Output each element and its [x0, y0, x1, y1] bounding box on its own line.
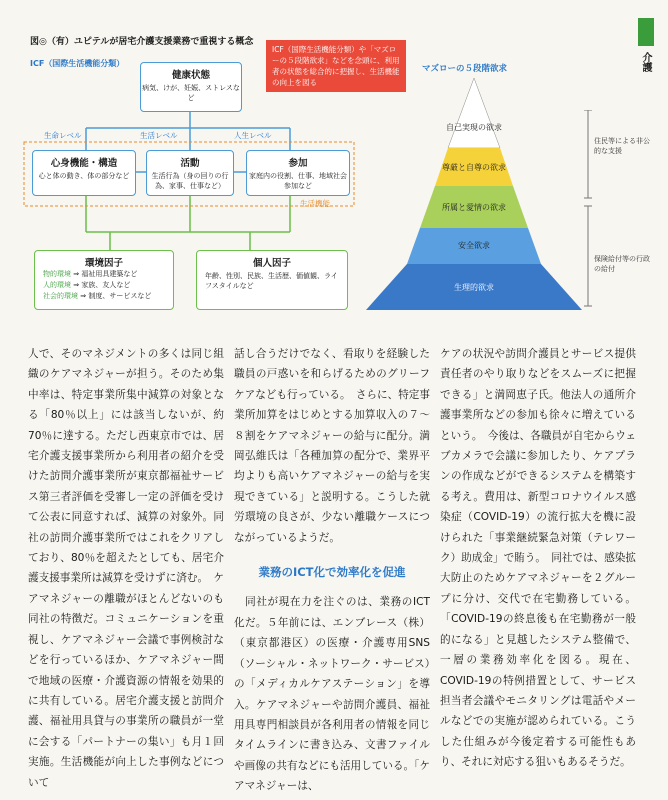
- column-2-text-a: 話し合うだけでなく、看取りを経験した職員の戸惑いを和らげるためのグリーフケアなども行っている。 さらに、特定事業所加算をはじめとする加算収入の７～８割をケアマネジャーの給与に配分。満岡弘維氏は「各種加算の配分で、業界平均よりも高いケアマネジャーの給与を実現できている」と説明する。こうした就労環境の良さが、少ない離職ケースにつながっているようだ。: [234, 348, 430, 544]
- red-note: ICF（国際生活機能分類）や「マズローの５段階欲求」などを念頭に、利用者の状態を総合的に把握し、生活機能の向上を図る: [266, 40, 406, 92]
- maslow-brackets: [584, 110, 592, 310]
- health-body: 病気、けが、妊娠、ストレスなど: [142, 84, 240, 102]
- body-function-title: 心身機能・構造: [50, 158, 118, 169]
- environment-row: 社会的環境 ⇒ 制度、サービスなど: [43, 292, 152, 300]
- environment-title: 環境因子: [84, 258, 123, 269]
- participation-title: 参加: [288, 158, 308, 169]
- life-function-label: 生活機能: [300, 199, 330, 208]
- column-2: [234, 344, 430, 797]
- maslow-note-upper: 住民等による非公的な支援: [594, 137, 650, 155]
- body-function-body: 心と体の動き、体の部分など: [38, 172, 130, 180]
- column-1: [28, 344, 224, 793]
- maslow-level-physiological: 生理的欲求: [454, 283, 494, 292]
- figure-title: 図◎（有）ユピテルが居宅介護支援業務で重視する概念: [30, 37, 254, 47]
- maslow-level-belonging: 所属と愛情の欲求: [442, 203, 506, 212]
- level-living: 生活レベル: [140, 131, 178, 140]
- level-human: 人生レベル: [234, 131, 272, 140]
- column-2-text-b: 同社が現在力を注ぐのは、業務のICT化だ。５年前には、エンブレース（株）（東京都港区）の医療・介護専用SNS（ソーシャル・ネットワーク・サービス）の「メディカルケアステーション」を導入。ケアマネジャーや訪問介護員、福祉用具専門相談員が各利用者の情報を同じタイムラインに書き込み、文書ファイルや画像の共有などにも活用している。「ケアマネジャーは、: [234, 596, 430, 793]
- environment-row: 人的環境 ⇒ 家族、友人など: [43, 281, 131, 289]
- maslow-level-safety: 安全欲求: [458, 241, 490, 250]
- personal-box: [196, 250, 348, 310]
- activity-body: 生活行為（身の回りの行為、家事、仕事など）: [151, 172, 229, 190]
- maslow-pyramid: [366, 78, 582, 310]
- activity-box: [146, 150, 234, 196]
- health-box: [140, 62, 242, 112]
- environment-list: [35, 269, 173, 302]
- personal-body: 年齢、性別、民族、生活歴、価値観、ライフスタイルなど: [205, 272, 338, 290]
- icf-label: ICF（国際生活機能分類）: [30, 59, 125, 68]
- maslow-title: マズローの５段階欲求: [422, 64, 508, 74]
- column-3-text: ケアの状況や訪問介護員とサービス提供責任者のやり取りなどをスムーズに把握できる」と満岡恵子氏。他法人の通所介護事業所などの参加も徐々に増えているという。 今後は、各職員が自宅からウェブカメラで会議に参加したり、ケアプランの作成などができるシステムを構築する考え。費用は、新型コロナウイルス感染症（COVID-19）の流行拡大を機に設けられた「事業継続緊急対策（テレワーク）助成金」で賄う。 同社では、感染拡大防止のためケアマネジャーを２グループに分け、交代で在宅勤務している。「COVID-19の終息後も在宅勤務が一般的になる」と見越したシステム整備で、一層の業務効率化を図る。現在、COVID-19の特例措置として、サービス担当者会議やモニタリングは電話やメールなどでの実施が認められている。こうした仕組みが今後定着する可能性もあり、それに対応する狙いもあるそうだ。: [440, 348, 636, 769]
- participation-body: 家庭内の役割、仕事、地域社会参加など: [249, 172, 347, 190]
- maslow-level-esteem: 尊厳と自尊の欲求: [442, 163, 506, 172]
- section-heading: 業務のICT化で効率化を促進: [258, 565, 406, 580]
- maslow-note-lower: 保険給付等の行政の給付: [594, 255, 650, 273]
- section-tab-label: 介護: [640, 52, 651, 72]
- activity-title: 活動: [180, 158, 200, 169]
- personal-title: 個人因子: [252, 258, 291, 269]
- participation-box: [246, 150, 350, 196]
- maslow-pyramid-shape: [366, 78, 582, 310]
- column-1-text: 人で、そのマネジメントの多くは同じ組織のケアマネジャーが担う。そのため集中率は、特定事業所集中減算の対象となる「80％以上」には該当しないが、約70％に達する。ただし西東京市では、居宅介護支援事業所から利用者の紹介を受けた訪問介護事業所が東京都福祉サービス第三者評価を受審し一定の評価を受けて公表に同意すれば、減算の対象外。同社の訪問介護事業所ではこれをクリアしており、80％を超えたとしても、居宅介護支援事業所は減算を受けずに済む。 ケアマネジャーの離職がほとんどないのも同社の特徴だ。コミュニケーションを重視し、ケアマネジャー会議で事例検討などを行っているほか、ケアマネジャー間で地域の医療・介護資源の情報を効果的に共有している。居宅介護支援と訪問介護、福祉用具貸与の事業所の職員が一堂に会する「パートナーの集い」も月１回実施。生活機能が向上した事例などについて: [28, 348, 224, 789]
- body-function-box: [32, 150, 136, 196]
- section-tab-marker: [638, 18, 654, 46]
- environment-box: [34, 250, 174, 310]
- environment-row: 物的環境 ⇒ 福祉用具建築など: [43, 270, 138, 278]
- health-title: 健康状態: [171, 70, 210, 81]
- level-life: 生命レベル: [44, 131, 82, 140]
- maslow-level-self-actualization: 自己実現の欲求: [446, 123, 502, 132]
- column-3: [440, 344, 636, 773]
